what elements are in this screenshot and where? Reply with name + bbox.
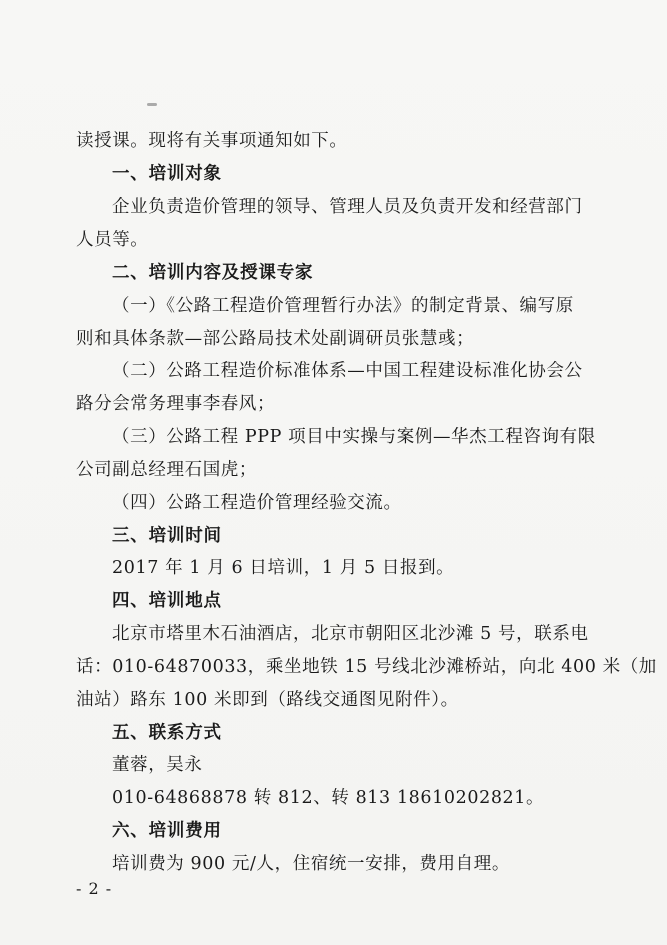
scan-speck (147, 103, 157, 106)
text-line: （四）公路工程造价管理经验交流。 (112, 493, 402, 513)
text-line: （一）《公路工程造价管理暂行办法》的制定背景、编写原 (112, 296, 574, 316)
section-heading-4: 四、培训地点 (112, 591, 222, 611)
text-line: （二）公路工程造价标准体系—中国工程建设标准化协会公 (112, 361, 583, 381)
section-heading-5: 五、联系方式 (112, 723, 222, 743)
text-line: 北京市塔里木石油酒店，北京市朝阳区北沙滩 5 号，联系电 (112, 624, 589, 644)
text-line: 则和具体条款—部公路局技术处副调研员张慧彧； (76, 329, 475, 349)
section-heading-6: 六、培训费用 (112, 821, 222, 841)
page-number: - 2 - (76, 879, 113, 898)
text-line: 培训费为 900 元/人，住宿统一安排，费用自理。 (112, 854, 510, 874)
text-line: 企业负责造价管理的领导、管理人员及负责开发和经营部门 (112, 197, 583, 217)
text-line: 公司副总经理石国虎； (76, 460, 257, 480)
section-heading-3: 三、培训时间 (112, 526, 222, 546)
text-line: 010-64868878 转 812、转 813 18610202821。 (112, 788, 545, 808)
text-line: 路分会常务理事李春风； (76, 394, 276, 414)
section-heading-2: 二、培训内容及授课专家 (112, 263, 314, 283)
text-line: 话：010-64870033，乘坐地铁 15 号线北沙滩桥站，向北 400 米（加 (76, 657, 657, 677)
text-line: 人员等。 (76, 230, 149, 250)
text-line-intro: 读授课。现将有关事项通知如下。 (76, 131, 348, 151)
text-line: （三）公路工程 PPP 项目中实操与案例—华杰工程咨询有限 (112, 427, 596, 447)
text-line: 油站）路东 100 米即到（路线交通图见附件）。 (76, 690, 459, 710)
section-heading-1: 一、培训对象 (112, 164, 222, 184)
text-line: 2017 年 1 月 6 日培训，1 月 5 日报到。 (112, 558, 455, 578)
text-line: 董蓉，吴永 (112, 755, 203, 775)
